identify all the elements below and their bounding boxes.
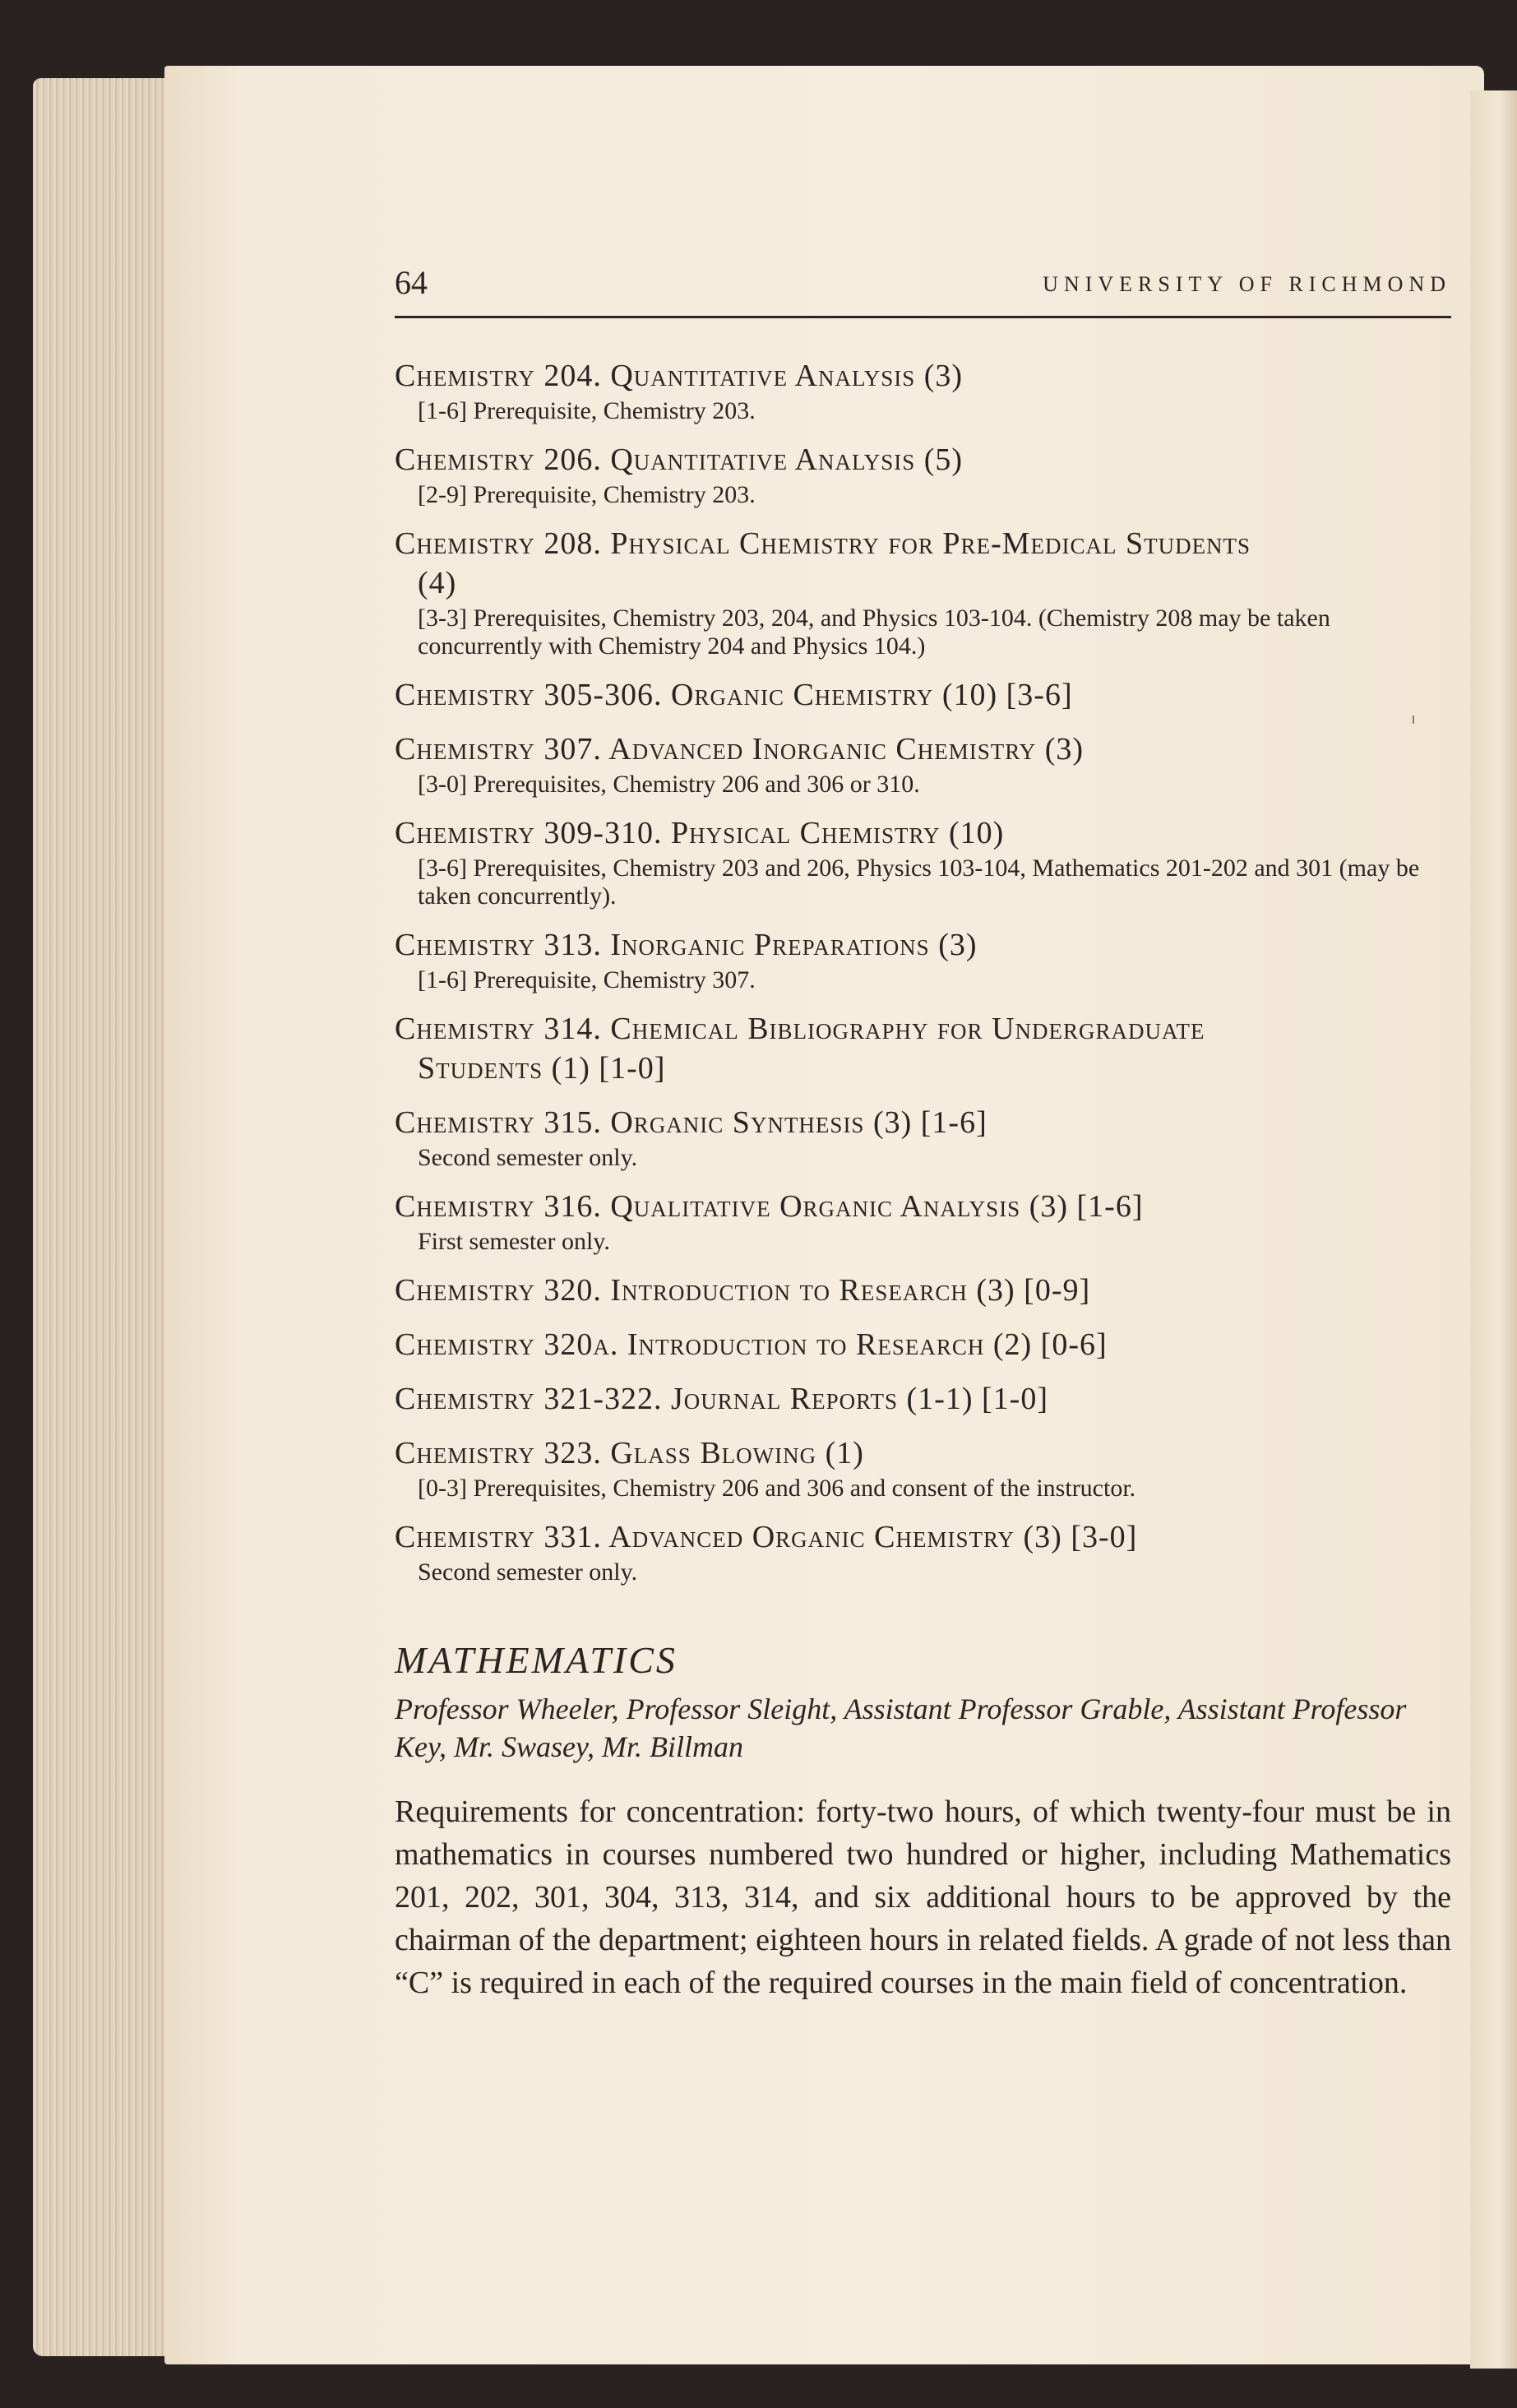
course-entry	[395, 1433, 1451, 1503]
course-entry	[395, 1009, 1451, 1088]
course-title-continued: (4)	[418, 566, 457, 600]
course-title: Chemistry 315. Organic Synthesis (3) [1-6]	[395, 1105, 987, 1140]
course-note: [3-0] Prerequisites, Chemistry 206 and 306 or 310.	[418, 771, 920, 798]
course-entry	[395, 1517, 1451, 1586]
course-title: Chemistry 321-322. Journal Reports (1-1) [1-0]	[395, 1382, 1048, 1416]
course-entry	[395, 813, 1451, 910]
course-title: Chemistry 309-310. Physical Chemistry (10)	[395, 816, 1005, 850]
course-entry	[395, 1325, 1451, 1364]
course-entry	[395, 1271, 1451, 1310]
facing-page-edge	[1470, 90, 1517, 2369]
page-content	[395, 263, 1451, 2004]
course-note: First semester only.	[418, 1228, 610, 1255]
course-title-continued: Students (1) [1-0]	[418, 1051, 666, 1086]
course-title: Chemistry 331. Advanced Organic Chemistry (3) [3-0]	[395, 1520, 1138, 1554]
course-note: [3-3] Prerequisites, Chemistry 203, 204, and Physics 103-104. (Chemistry 208 may be taken concurrently with Chemistry 204 and Physics 104.)	[418, 604, 1330, 660]
course-title-main: Chemistry 208. Physical Chemistry for Pre-Medical Students	[395, 526, 1251, 561]
course-note: Second semester only.	[418, 1558, 638, 1586]
section-heading: MATHEMATICS	[395, 1639, 678, 1681]
page-header	[395, 263, 1451, 313]
course-title: Chemistry 316. Qualitative Organic Analysis (3) [1-6]	[395, 1189, 1144, 1224]
course-title: Chemistry 320. Introduction to Research (3) [0-9]	[395, 1273, 1091, 1308]
course-entry	[395, 729, 1451, 799]
course-title: Chemistry 206. Quantitative Analysis (5)	[395, 442, 964, 477]
course-entry	[395, 440, 1451, 509]
course-note: [1-6] Prerequisite, Chemistry 203.	[418, 397, 756, 424]
course-note: [2-9] Prerequisite, Chemistry 203.	[418, 481, 756, 508]
course-title: Chemistry 305-306. Organic Chemistry (10) [3-6]	[395, 678, 1073, 712]
course-title: Chemistry 307. Advanced Inorganic Chemistry (3)	[395, 732, 1085, 766]
header-rule	[395, 316, 1451, 318]
course-title-main: Chemistry 314. Chemical Bibliography for Undergraduate	[395, 1012, 1205, 1046]
course-title: Chemistry 313. Inorganic Preparations (3)	[395, 928, 978, 962]
course-title: Chemistry 320a. Introduction to Research (2) [0-6]	[395, 1327, 1108, 1362]
course-note: [3-6] Prerequisites, Chemistry 203 and 206, Physics 103-104, Mathematics 201-202 and 301 (may be taken concurrently).	[418, 854, 1420, 910]
running-head: UNIVERSITY OF RICHMOND	[1043, 272, 1451, 296]
course-entry	[395, 1103, 1451, 1172]
page-edges	[33, 78, 181, 2356]
course-list	[395, 356, 1451, 1586]
course-title: Chemistry 323. Glass Blowing (1)	[395, 1436, 864, 1470]
course-entry	[395, 524, 1451, 660]
requirements-paragraph: Requirements for concentration: forty-two hours, of which twenty-four must be in mathematics in courses numbered two hundred or higher, including Mathematics 201, 202, 301, 304, 313, 314, and six additional hours to be approved by the chairman of the department; eighteen hours in related fields. A grade of not less than “C” is required in each of the required courses in the main field of concentration.	[395, 1794, 1451, 2000]
page-number: 64	[395, 264, 428, 301]
course-title	[395, 1009, 1451, 1088]
course-title	[395, 524, 1451, 603]
course-note: Second semester only.	[418, 1144, 638, 1171]
course-note: [0-3] Prerequisites, Chemistry 206 and 306 and consent of the instructor.	[418, 1475, 1136, 1502]
course-entry	[395, 925, 1451, 994]
course-entry	[395, 1379, 1451, 1419]
course-entry	[395, 1187, 1451, 1256]
course-note: [1-6] Prerequisite, Chemistry 307.	[418, 966, 756, 993]
course-title: Chemistry 204. Quantitative Analysis (3)	[395, 359, 964, 393]
faculty-list: Professor Wheeler, Professor Sleight, Assistant Professor Grable, Assistant Professor Key, Mr. Swasey, Mr. Billman	[395, 1693, 1407, 1763]
course-entry	[395, 675, 1451, 715]
course-entry	[395, 356, 1451, 425]
